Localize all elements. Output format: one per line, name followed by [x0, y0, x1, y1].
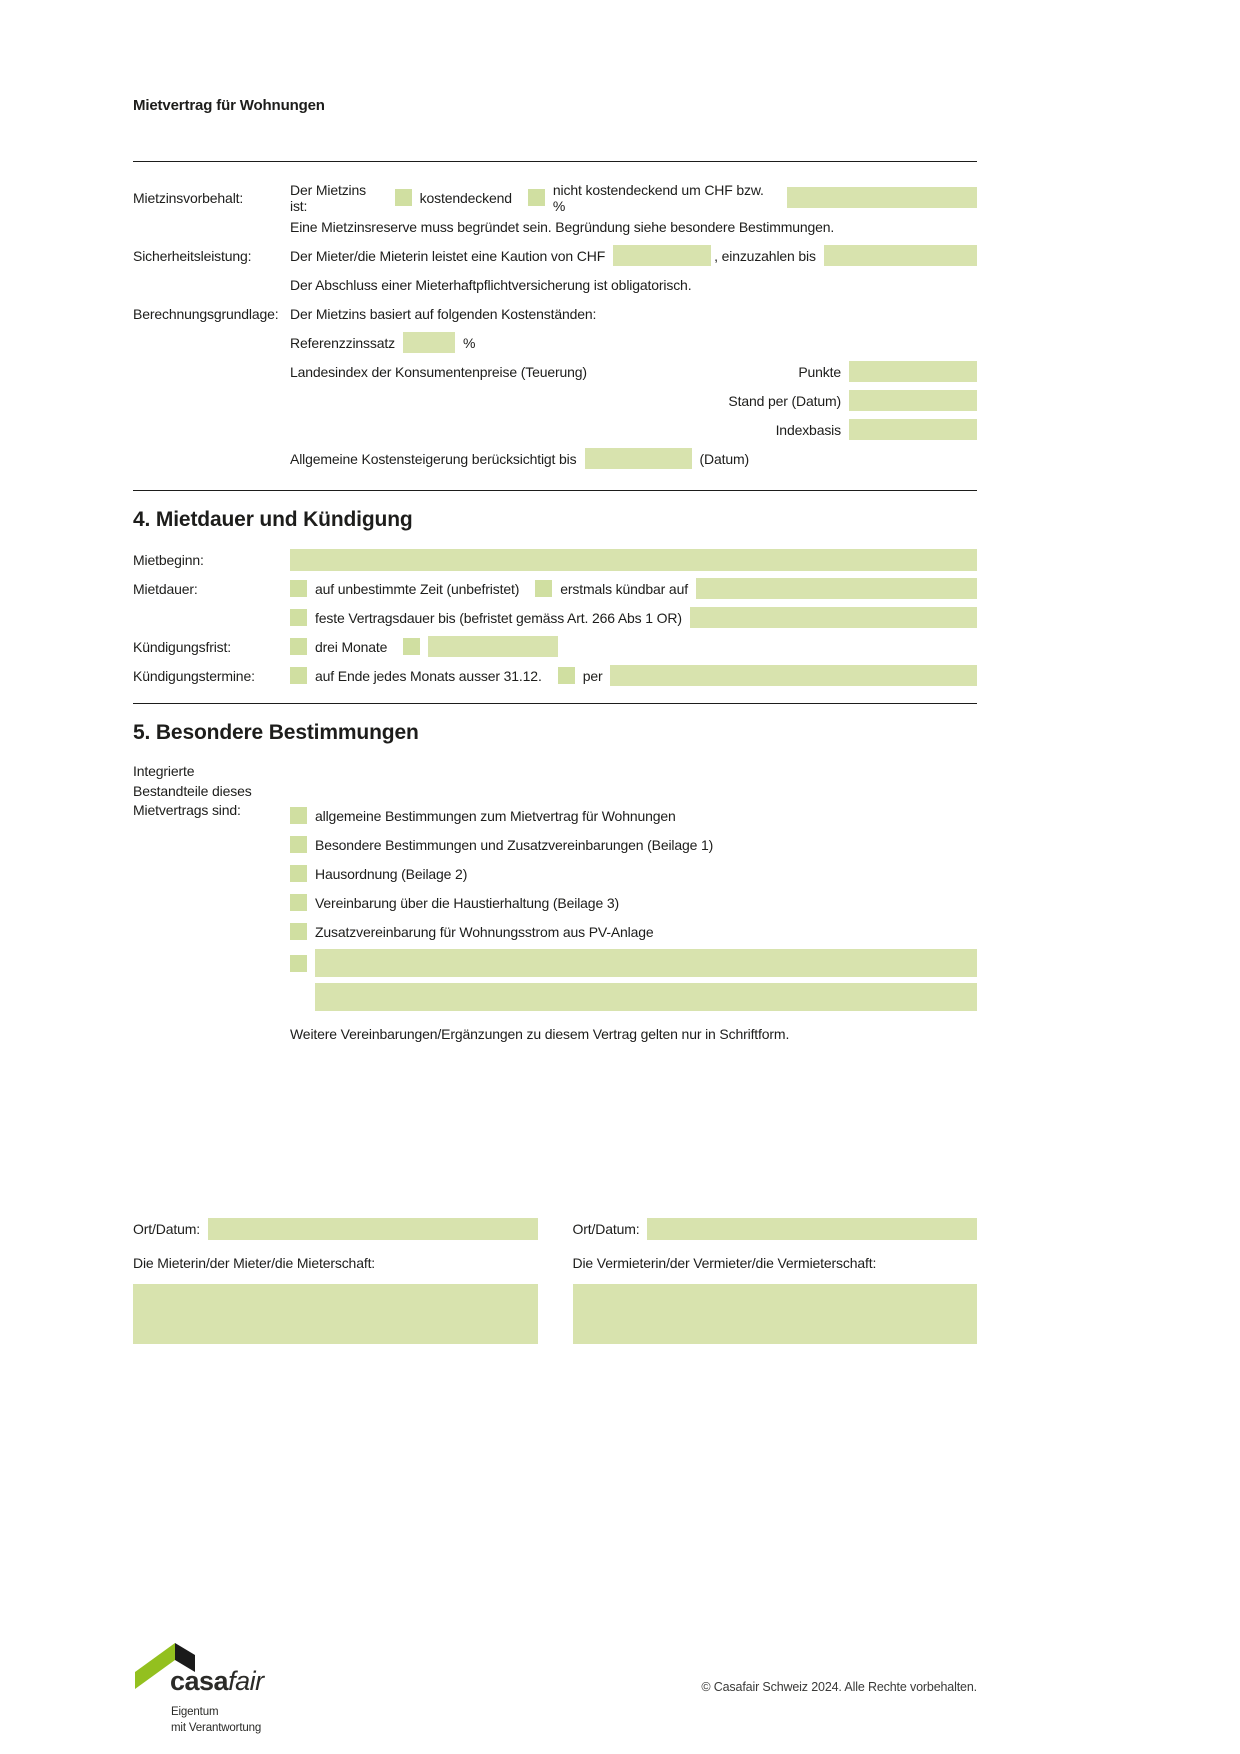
haftpflicht-note: Der Abschluss einer Mieterhaftpflichtversicherung ist obligatorisch.: [290, 276, 692, 293]
sicherheitsleistung-row: [133, 241, 977, 270]
ort-datum-label: Ort/Datum:: [133, 1221, 200, 1237]
einzuzahlen-bis-field[interactable]: [824, 245, 977, 266]
monatsende-label: auf Ende jedes Monats ausser 31.12.: [315, 667, 542, 684]
page-footer: [133, 1640, 977, 1750]
casafair-wordmark: casafair: [170, 1666, 264, 1696]
haftpflicht-row: [133, 270, 977, 299]
logo-tagline: Eigentum mit Verantwortung: [171, 1706, 262, 1734]
bestandteile-label: Integrierte Bestandteile dieses Mietvertrags sind:: [133, 763, 252, 818]
casafair-logo: [133, 1640, 353, 1735]
besondere-bestimmungen-checkbox[interactable]: [290, 836, 307, 853]
punkte-field[interactable]: [849, 361, 977, 382]
kostensteigerung-row: [133, 444, 977, 473]
mietzinsvorbehalt-content: [290, 182, 977, 214]
list-item-label: Zusatzvereinbarung für Wohnungsstrom aus PV-Anlage: [315, 923, 654, 940]
drei-monate-checkbox[interactable]: [290, 638, 307, 655]
ort-datum-vermieter-field[interactable]: [647, 1218, 977, 1240]
referenzzinssatz-row: [133, 328, 977, 357]
haustierhaltung-checkbox[interactable]: [290, 894, 307, 911]
list-item: [290, 859, 977, 888]
kostensteigerung-datum-field[interactable]: [585, 448, 692, 469]
kostensteigerung-text: Allgemeine Kostensteigerung berücksichtigt bis: [290, 450, 577, 467]
mieter-signature-area[interactable]: [133, 1284, 538, 1344]
list-item: [290, 830, 977, 859]
mietzinsreserve-note: Eine Mietzinsreserve muss begründet sein. Begründung siehe besondere Bestimmungen.: [290, 218, 835, 235]
per-label: per: [582, 667, 603, 684]
per-termin-field[interactable]: [610, 665, 977, 686]
custom-item-field-2[interactable]: [315, 983, 977, 1011]
list-item: [290, 917, 977, 946]
mietzinsvorbehalt-row: [133, 183, 977, 212]
befristet-bis-field[interactable]: [690, 607, 977, 628]
mieter-signature-column: [133, 1218, 538, 1344]
custom-item-row-1: [290, 946, 977, 980]
hausordnung-checkbox[interactable]: [290, 865, 307, 882]
kostendeckend-checkbox[interactable]: [395, 189, 412, 206]
einzuzahlen-text: , einzuzahlen bis: [714, 247, 816, 264]
signature-section: [133, 1218, 977, 1344]
unbefristet-label: auf unbestimmte Zeit (unbefristet): [315, 580, 520, 597]
custom-item-row-2: [290, 980, 977, 1014]
section-divider: [133, 490, 977, 491]
stand-per-field[interactable]: [849, 390, 977, 411]
mietzins-intro-text: Der Mietzins ist:: [290, 181, 366, 214]
per-checkbox[interactable]: [558, 667, 575, 684]
befristet-checkbox[interactable]: [290, 609, 307, 626]
mietbeginn-row: [133, 545, 977, 574]
copyright-text: © Casafair Schweiz 2024. Alle Rechte vorbehalten.: [701, 1680, 977, 1694]
monatsende-checkbox[interactable]: [290, 667, 307, 684]
list-item-label: Vereinbarung über die Haustierhaltung (Beilage 3): [315, 894, 619, 911]
erstmals-kuendbar-field[interactable]: [696, 578, 977, 599]
referenzzinssatz-field[interactable]: [403, 332, 455, 353]
ort-datum-label: Ort/Datum:: [572, 1221, 640, 1237]
section4-heading: 4. Mietdauer und Kündigung: [133, 508, 413, 531]
kaution-text: Der Mieter/die Mieterin leistet eine Kaution von CHF: [290, 247, 606, 264]
indexbasis-field[interactable]: [849, 419, 977, 440]
kuendigungstermine-label: Kündigungstermine:: [133, 667, 255, 684]
vermieter-signature-area[interactable]: [573, 1284, 978, 1344]
mietbeginn-field[interactable]: [290, 549, 977, 571]
schriftform-note: Weitere Vereinbarungen/Ergänzungen zu diesem Vertrag gelten nur in Schriftform.: [290, 1026, 790, 1042]
mietzins-chf-field[interactable]: [787, 187, 977, 208]
landesindex-row: [133, 357, 977, 386]
stand-per-label: Stand per (Datum): [728, 392, 841, 409]
befristet-label: feste Vertragsdauer bis (befristet gemäss Art. 266 Abs 1 OR): [315, 609, 682, 626]
berechnungsgrundlage-label: Berechnungsgrundlage:: [133, 305, 279, 322]
document-content: [133, 0, 977, 1344]
vermieter-label: Die Vermieterin/der Vermieter/die Vermieterschaft:: [572, 1255, 877, 1271]
allgemeine-bestimmungen-checkbox[interactable]: [290, 807, 307, 824]
section5-heading: 5. Besondere Bestimmungen: [133, 721, 419, 744]
kuendigungstermine-row: [133, 661, 977, 690]
mieter-label: Die Mieterin/der Mieter/die Mieterschaft:: [133, 1255, 376, 1271]
andere-frist-field[interactable]: [428, 636, 558, 657]
kaution-chf-field[interactable]: [613, 245, 711, 266]
andere-frist-checkbox[interactable]: [403, 638, 420, 655]
list-item-label: allgemeine Bestimmungen zum Mietvertrag für Wohnungen: [315, 807, 676, 824]
erstmals-kuendbar-checkbox[interactable]: [535, 580, 552, 597]
section-divider: [133, 703, 977, 704]
mietdauer-section: [133, 545, 977, 690]
list-item-label: Besondere Bestimmungen und Zusatzvereinbarungen (Beilage 1): [315, 836, 714, 853]
mietzins-section: [133, 183, 977, 473]
erstmals-kuendbar-label: erstmals kündbar auf: [560, 580, 688, 597]
kuendigungsfrist-label: Kündigungsfrist:: [133, 638, 231, 655]
mietzinsreserve-row: [133, 212, 977, 241]
berechnungsgrundlage-row: [133, 299, 977, 328]
nicht-kostendeckend-checkbox[interactable]: [528, 189, 545, 206]
vermieter-signature-column: [573, 1218, 978, 1344]
unbefristet-checkbox[interactable]: [290, 580, 307, 597]
mietbeginn-label: Mietbeginn:: [133, 551, 204, 568]
kostendeckend-label: kostendeckend: [419, 189, 512, 206]
indexbasis-label: Indexbasis: [775, 421, 841, 438]
list-item: [290, 801, 977, 830]
indexbasis-row: [133, 415, 977, 444]
mietdauer-label: Mietdauer:: [133, 580, 198, 597]
custom-item-field-1[interactable]: [315, 949, 977, 977]
bestandteile-section: [133, 762, 977, 1014]
section-divider: [133, 161, 977, 162]
mietdauer-row: [133, 574, 977, 603]
custom-item-checkbox[interactable]: [290, 955, 307, 972]
nicht-kostendeckend-label: nicht kostendeckend um CHF bzw. %: [552, 181, 764, 214]
datum-label: (Datum): [699, 450, 750, 467]
referenzzinssatz-label: Referenzzinssatz: [290, 334, 395, 351]
mietzinsvorbehalt-label: Mietzinsvorbehalt:: [133, 189, 244, 206]
pv-anlage-checkbox[interactable]: [290, 923, 307, 940]
kuendigungsfrist-row: [133, 632, 977, 661]
befristet-row: [133, 603, 977, 632]
punkte-label: Punkte: [798, 363, 841, 380]
ort-datum-mieter-field[interactable]: [208, 1218, 538, 1240]
list-item: [290, 888, 977, 917]
list-item-label: Hausordnung (Beilage 2): [315, 865, 468, 882]
drei-monate-label: drei Monate: [315, 638, 388, 655]
sicherheitsleistung-label: Sicherheitsleistung:: [133, 247, 252, 264]
percent-label: %: [462, 334, 476, 351]
bestandteile-items: [290, 762, 977, 1014]
berechnung-intro-text: Der Mietzins basiert auf folgenden Kostenständen:: [290, 305, 597, 322]
stand-per-row: [133, 386, 977, 415]
document-title: Mietvertrag für Wohnungen: [133, 97, 325, 114]
landesindex-label: Landesindex der Konsumentenpreise (Teuerung): [290, 363, 587, 380]
